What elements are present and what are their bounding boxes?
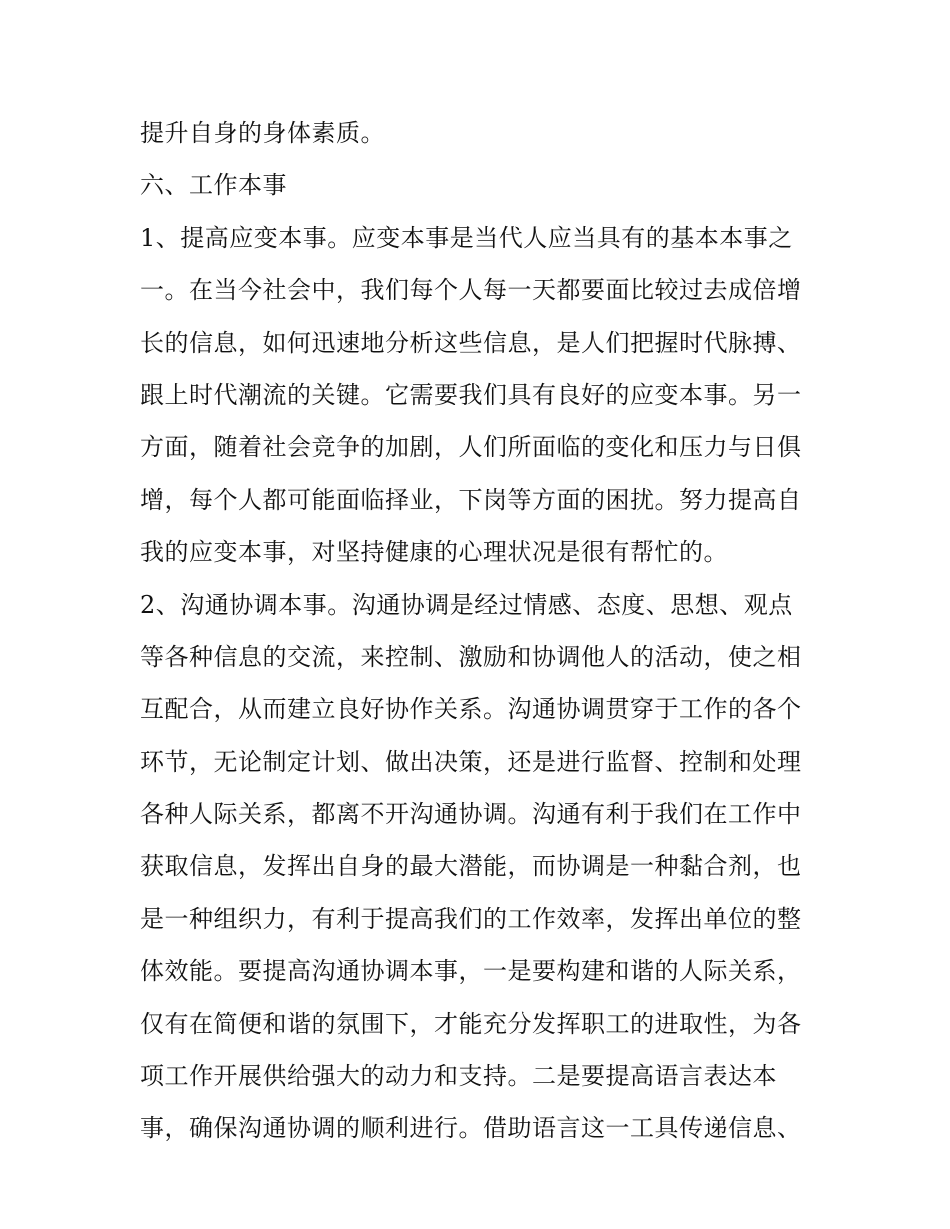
text-line: 提升自身的身体素质。 (140, 119, 385, 147)
text-line: 一。在当今社会中，我们每个人每一天都要面比较过去成倍增 (140, 276, 802, 305)
text-line: 仅有在简便和谐的氛围下，才能充分发挥职工的进取性，为各 (140, 1009, 802, 1038)
text-line: 事，确保沟通协调的顺利进行。借助语言这一工具传递信息、 (140, 1114, 802, 1143)
text-line: 跟上时代潮流的关键。它需要我们具有良好的应变本事。另一 (140, 380, 802, 409)
text-line: 我的应变本事，对坚持健康的心理状况是很有帮忙的。 (140, 538, 728, 567)
text-line: 增，每个人都可能面临择业，下岗等方面的困扰。努力提高自 (140, 485, 802, 514)
text-line: 项工作开展供给强大的动力和支持。二是要提高语言表达本 (140, 1062, 777, 1091)
text-line: 等各种信息的交流，来控制、激励和协调他人的活动，使之相 (140, 642, 802, 671)
text-line: 各种人际关系，都离不开沟通协调。沟通有利于我们在工作中 (140, 800, 802, 829)
text-line: 互配合，从而建立良好协作关系。沟通协调贯穿于工作的各个 (140, 695, 802, 724)
text-line: 体效能。要提高沟通协调本事，一是要构建和谐的人际关系， (140, 957, 802, 986)
text-line: 1、提高应变本事。应变本事是当代人应当具有的基本本事之 (140, 223, 793, 252)
document-body (140, 107, 820, 1155)
text-line: 获取信息，发挥出自身的最大潜能，而协调是一种黏合剂，也 (140, 852, 802, 881)
text-line: 长的信息，如何迅速地分析这些信息，是人们把握时代脉搏、 (140, 328, 802, 357)
text-line: 2、沟通协调本事。沟通协调是经过情感、态度、思想、观点 (140, 590, 793, 619)
text-line: 方面，随着社会竞争的加剧，人们所面临的变化和压力与日俱 (140, 433, 802, 462)
text-line: 是一种组织力，有利于提高我们的工作效率，发挥出单位的整 (140, 904, 802, 933)
section-heading: 六、工作本事 (140, 171, 287, 200)
text-line: 环节，无论制定计划、做出决策，还是进行监督、控制和处理 (140, 747, 802, 776)
